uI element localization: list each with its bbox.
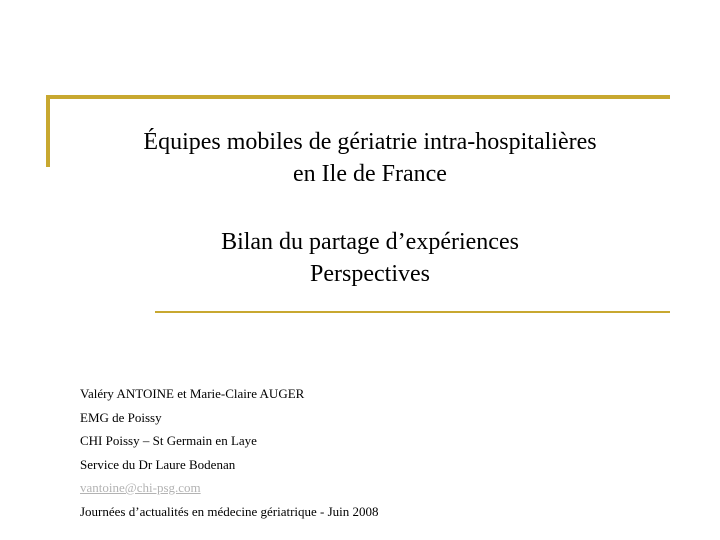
accent-bottom-rule xyxy=(155,311,670,313)
title-line-2: en Ile de France xyxy=(293,161,447,187)
accent-top-rule xyxy=(46,95,670,99)
subtitle-line-1: Bilan du partage d’expériences xyxy=(221,229,519,255)
email-link[interactable]: vantoine@chi-psg.com xyxy=(80,480,201,495)
subtitle-line-2: Perspectives xyxy=(310,261,430,287)
title-block xyxy=(60,126,680,290)
hospital-name: CHI Poissy – St Germain en Laye xyxy=(80,433,257,448)
title-line-1: Équipes mobiles de gériatrie intra-hospitalières xyxy=(143,129,597,155)
service-name: Service du Dr Laure Bodenan xyxy=(80,456,236,472)
author-info xyxy=(80,382,680,523)
title-spacer xyxy=(60,190,680,226)
team-name: EMG de Poissy xyxy=(80,409,162,425)
accent-left-rule xyxy=(46,95,50,167)
event-name: Journées d’actualités en médecine gériatrique - Juin 2008 xyxy=(80,503,379,519)
authors: Valéry ANTOINE et Marie-Claire AUGER xyxy=(80,386,305,401)
